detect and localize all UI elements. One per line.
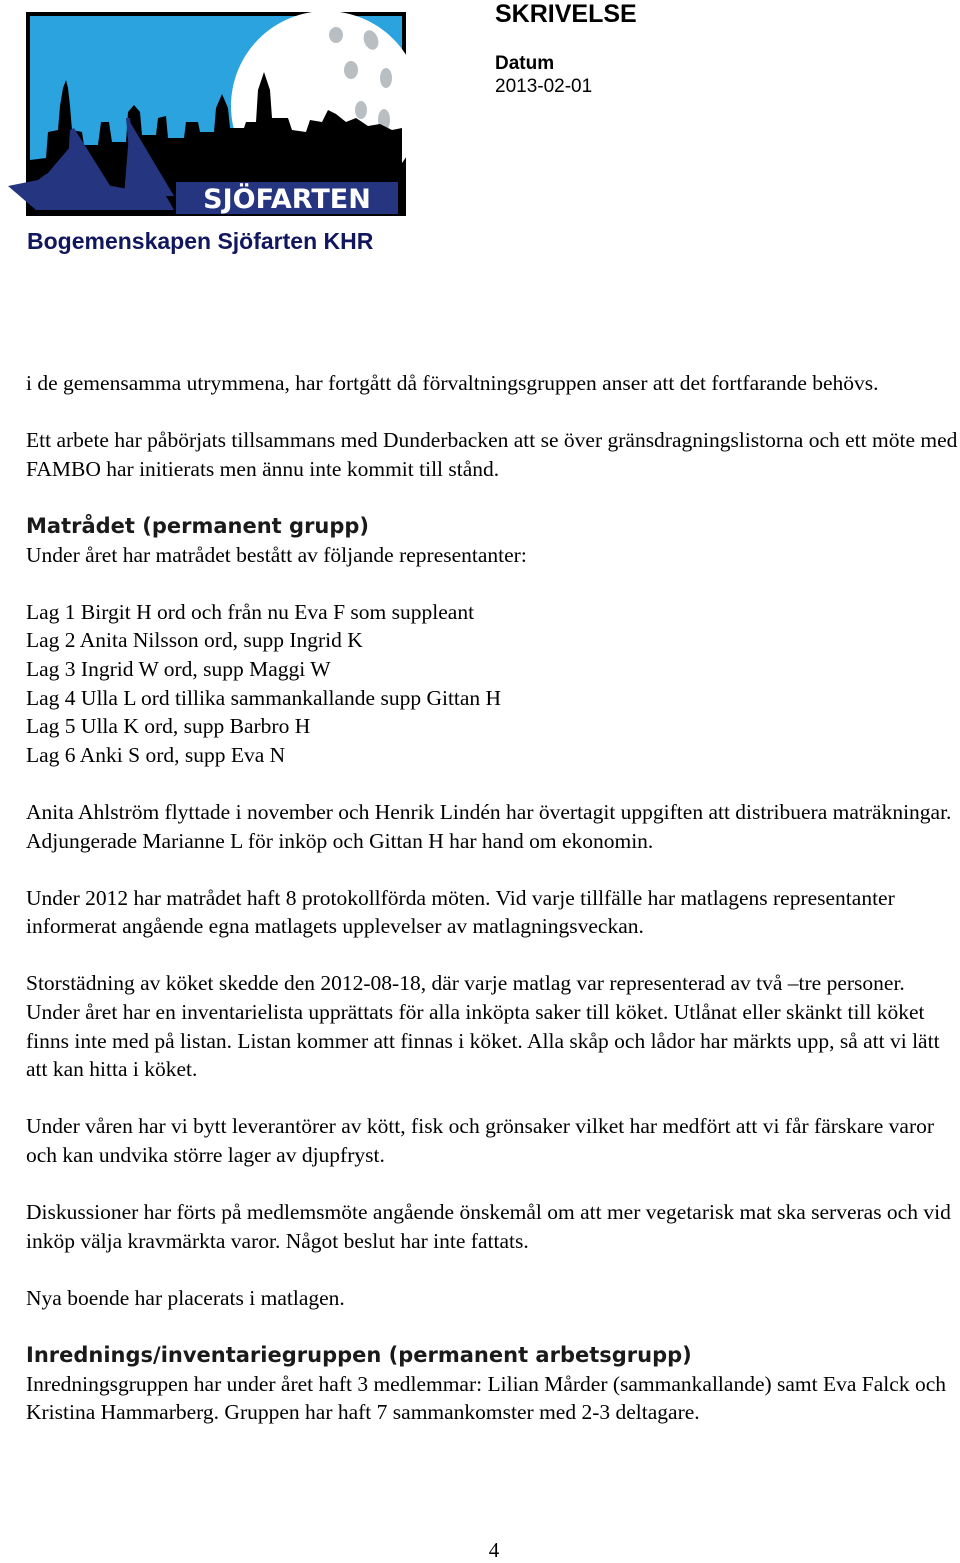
paragraph-distribution: Anita Ahlström flyttade i november och Henrik Lindén har övertagit uppgiften att distribuera maträkningar. Adjungerade Marianne L för inköp och Gittan H har hand om ekonomin. xyxy=(26,799,952,853)
organization-name: Bogemenskapen Sjöfarten KHR xyxy=(27,228,374,254)
list-item: Lag 2 Anita Nilsson ord, supp Ingrid K xyxy=(26,628,363,653)
list-item: Lag 5 Ulla K ord, supp Barbro H xyxy=(26,714,311,739)
document-body xyxy=(26,369,960,1427)
date-value: 2013-02-01 xyxy=(495,76,593,97)
list-item: Lag 3 Ingrid W ord, supp Maggi W xyxy=(26,656,331,681)
paragraph-intro-2: Ett arbete har påbörjats tillsammans med Dunderbacken att se över gränsdragningslistorna och ett möte med FAMBO har initierats men ännu inte kommit till stånd. xyxy=(26,428,958,481)
paragraph-intro-1: i de gemensamma utrymmena, har fortgått då förvaltningsgruppen anser att det fortfarande behövs. xyxy=(26,371,879,395)
page-number: 4 xyxy=(488,1538,500,1562)
paragraph-new-residents: Nya boende har placerats i matlagen. xyxy=(26,1286,345,1310)
list-item: Lag 6 Anki S ord, supp Eva N xyxy=(26,742,286,767)
representative-list xyxy=(26,598,960,770)
section-heading-matradet: Matrådet (permanent grupp) xyxy=(26,513,370,538)
paragraph-meetings: Under 2012 har matrådet haft 8 protokollförda möten. Vid varje tillfälle har matlagens representanter informerat angående egna matlagets upplevelser av matlagningsveckan. xyxy=(26,885,895,939)
paragraph-cleaning: Storstädning av köket skedde den 2012-08-18, där varje matlag var representerad av två –tre personer. Under året har en inventarielista upprättats för alla inköpta saker till köket. Utlånat eller skänkt till köket finns inte med på listan. Listan kommer att finnas i köket. Alla skåp och lådor har märkts upp, så att vi lätt att kan hitta i köket. xyxy=(26,971,940,1082)
paragraph-discussions: Diskussioner har förts på medlemsmöte angående önskemål om att mer vegetarisk mat ska serveras och vid inköp välja kravmärkta varor. Något beslut har inte fattats. xyxy=(26,1200,951,1253)
logo-text: SJÖFARTEN xyxy=(203,184,371,215)
list-item: Lag 1 Birgit H ord och från nu Eva F som suppleant xyxy=(26,599,475,624)
list-item: Lag 4 Ulla L ord tillika sammankallande supp Gittan H xyxy=(26,685,502,710)
paragraph-inredning: Inredningsgruppen har under året haft 3 medlemmar: Lilian Mårder (sammankallande) samt Eva Falck och Kristina Hammarberg. Gruppen har haft 7 sammankomster med 2-3 deltagare. xyxy=(26,1371,946,1425)
sjofarten-logo xyxy=(6,10,408,218)
date-label: Datum xyxy=(495,53,555,74)
document-type: SKRIVELSE xyxy=(495,0,637,28)
section-heading-inredning: Inrednings/inventariegruppen (permanent arbetsgrupp) xyxy=(26,1343,692,1368)
paragraph-suppliers: Under våren har vi bytt leverantörer av kött, fisk och grönsaker vilket har medfört att vi får färskare varor och kan undvika större lager av djupfryst. xyxy=(26,1114,935,1168)
matradet-intro: Under året har matrådet bestått av följande representanter: xyxy=(26,542,527,567)
